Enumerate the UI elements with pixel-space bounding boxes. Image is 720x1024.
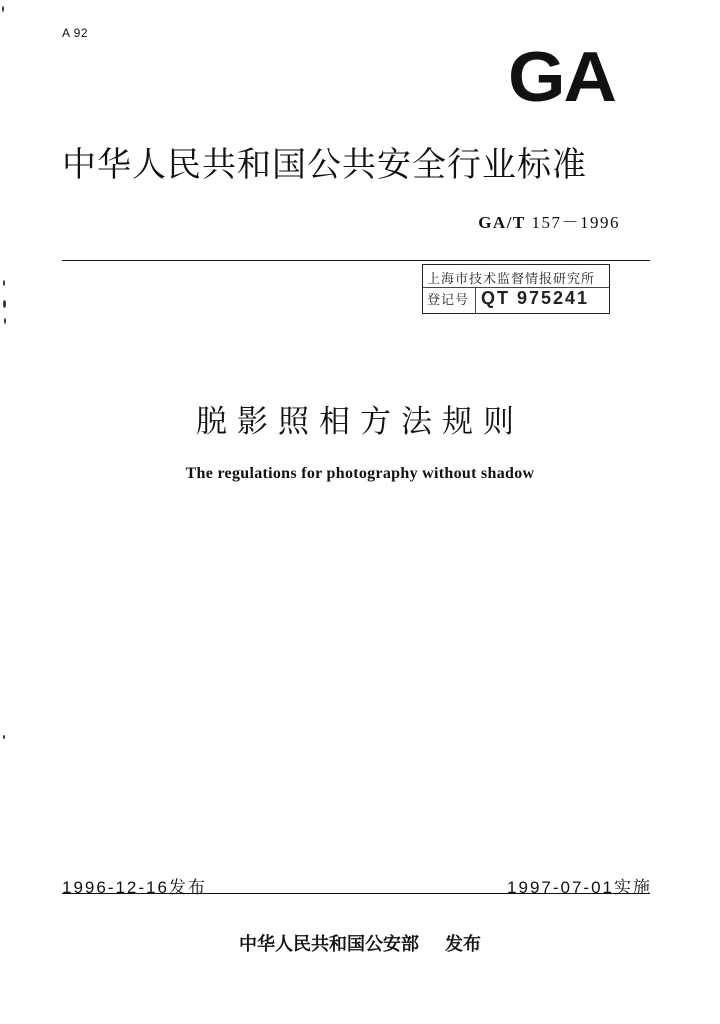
implementation-date: 1997-07-01实施 xyxy=(507,878,652,897)
standard-category-title: 中华人民共和国公共安全行业标准 xyxy=(62,145,587,185)
ga-logo: GA xyxy=(508,37,615,117)
scan-speck xyxy=(2,6,4,12)
stamp-institution: 上海市技术监督情报研究所 xyxy=(427,272,596,287)
standard-number-value: 157－1996 xyxy=(531,213,620,232)
document-title-zh: 脱影照相方法规则 xyxy=(196,404,524,440)
stamp-column-divider xyxy=(475,287,476,313)
scan-speck xyxy=(4,318,6,324)
scan-speck xyxy=(3,300,6,308)
standard-number xyxy=(440,208,620,233)
stamp-registration-code: QT 975241 xyxy=(481,288,590,308)
standard-number-prefix: GA/T xyxy=(478,213,526,232)
footer-divider xyxy=(62,893,650,894)
scan-speck xyxy=(3,735,5,739)
classification-code: A 92 xyxy=(62,26,89,40)
stamp-registration-label: 登记号 xyxy=(427,293,470,308)
document-title-en: The regulations for photography without shadow xyxy=(185,465,535,482)
scan-speck xyxy=(3,280,5,286)
registration-stamp xyxy=(422,264,610,314)
issuer-action: 发布 xyxy=(445,934,481,955)
issuer-line xyxy=(160,930,560,956)
issue-date: 1996-12-16发布 xyxy=(62,878,207,897)
header-divider xyxy=(62,260,650,261)
issuer-name: 中华人民共和国公安部 xyxy=(239,934,419,955)
